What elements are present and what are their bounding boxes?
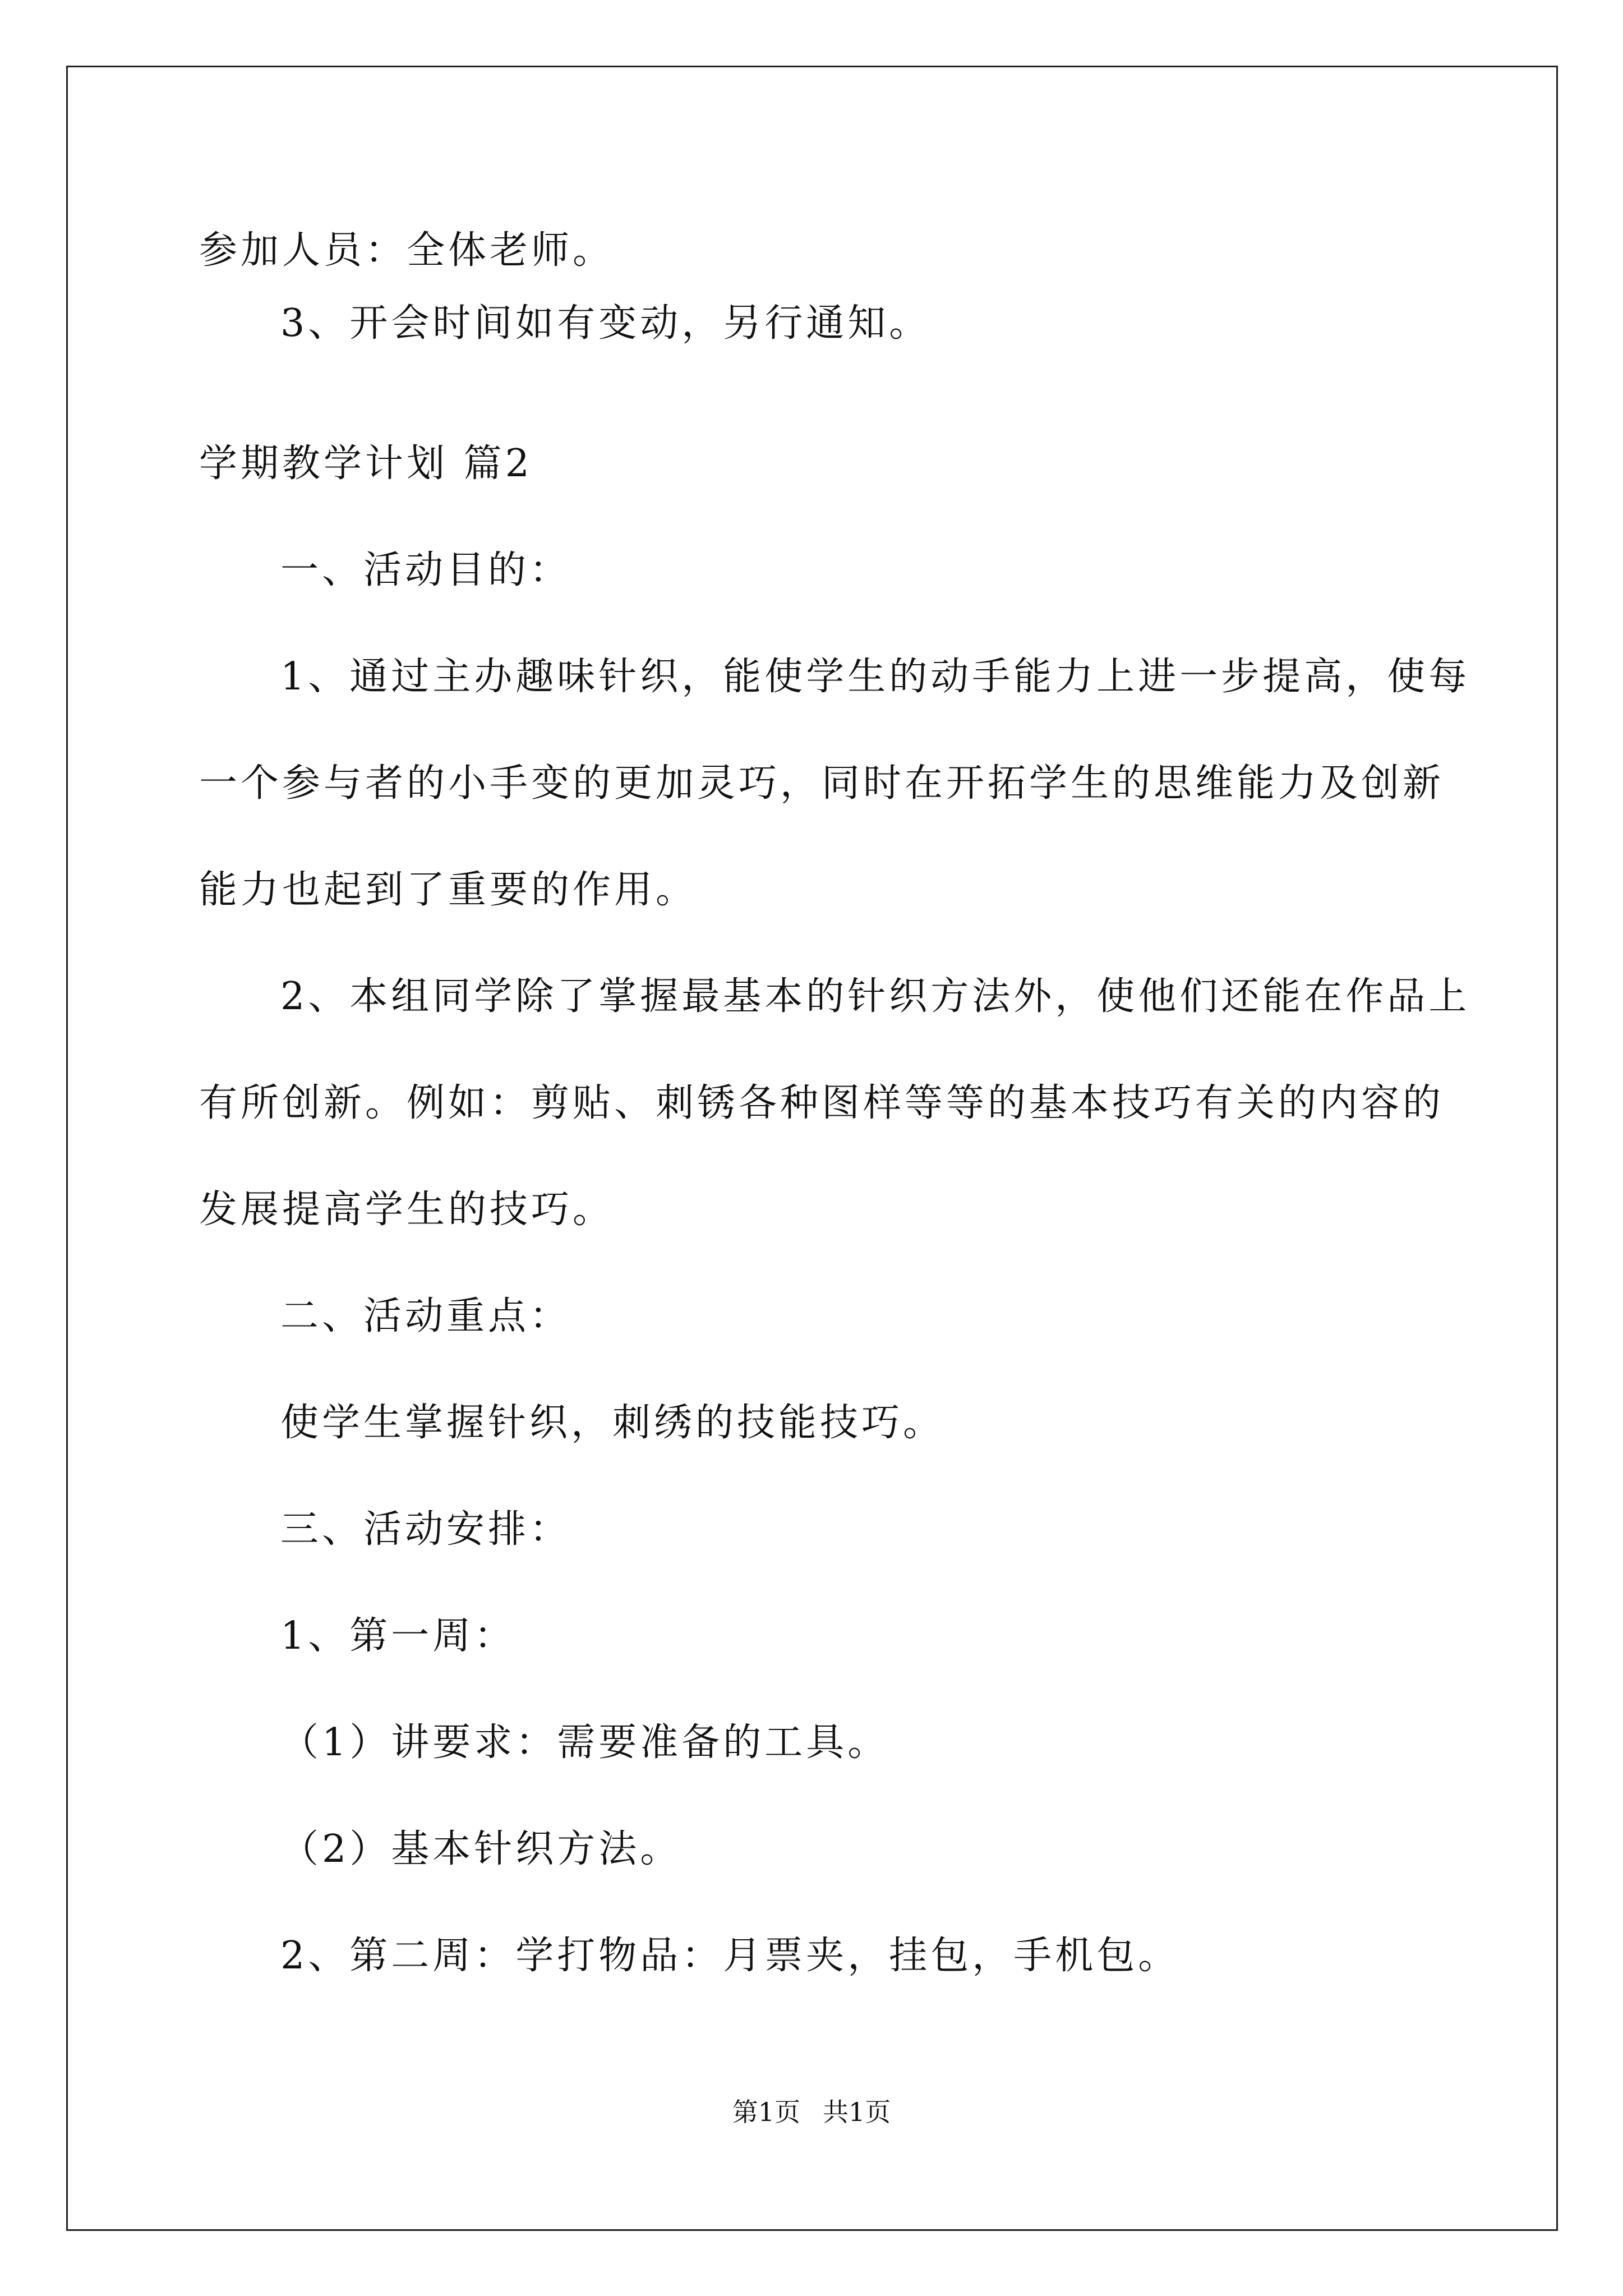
heading-activity-focus: 二、活动重点： <box>280 1294 571 1338</box>
paragraph-notice: 3、开会时间如有变动，另行通知。 <box>280 301 931 346</box>
paragraph-purpose-2-line-2: 有所创新。例如：剪贴、刺锈各种图样等等的基本技巧有关的内容的 <box>199 1081 1445 1125</box>
page-footer <box>0 2095 1623 2129</box>
paragraph-purpose-1-line-1: 1、通过主办趣味针织，能使学生的动手能力上进一步提高，使每 <box>280 655 1470 699</box>
page-total: 共1页 <box>823 2097 891 2127</box>
page-number: 第1页 <box>732 2097 800 2127</box>
paragraph-participants: 参加人员：全体老师。 <box>199 228 615 273</box>
schedule-week-2: 2、第二周：学打物品：月票夹，挂包，手机包。 <box>280 1934 1180 1978</box>
section-heading: 学期教学计划 篇2 <box>199 441 533 486</box>
heading-activity-purpose: 一、活动目的： <box>280 548 571 592</box>
paragraph-purpose-2-line-1: 2、本组同学除了掌握最基本的针织方法外，使他们还能在作品上 <box>280 974 1470 1019</box>
paragraph-purpose-2-line-3: 发展提高学生的技巧。 <box>199 1188 615 1232</box>
schedule-week-1-item-1: （1）讲要求：需要准备的工具。 <box>280 1720 889 1765</box>
heading-activity-schedule: 三、活动安排： <box>280 1507 571 1552</box>
page-border <box>66 66 1558 2231</box>
paragraph-purpose-1-line-3: 能力也起到了重要的作用。 <box>199 868 698 912</box>
schedule-week-1: 1、第一周： <box>280 1614 516 1658</box>
paragraph-purpose-1-line-2: 一个参与者的小手变的更加灵巧，同时在开拓学生的思维能力及创新 <box>199 761 1445 806</box>
schedule-week-1-item-2: （2）基本针织方法。 <box>280 1827 682 1871</box>
paragraph-focus: 使学生掌握针织，刺绣的技能技巧。 <box>280 1401 945 1445</box>
